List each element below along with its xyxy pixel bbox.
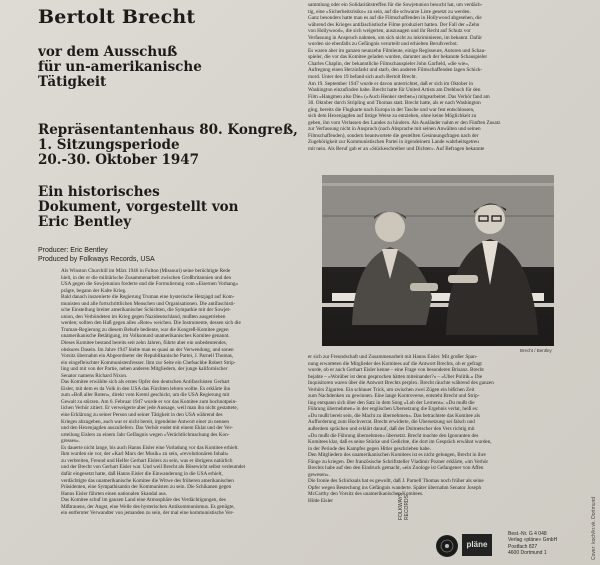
text-line: wurden sie ebenfalls zu Gefängnis verurteilt und erhielten Berufsverbot.: [308, 41, 458, 48]
text-line: Als Winston Churchill im März 1946 in Fulton (Missouri) seine berüchtigte Rede: [61, 268, 231, 274]
session-heading: [38, 123, 298, 168]
text-line: Zugehörigkeit zur Kommunistischen Partei in irgendeinem Lande wahrheitsgetreu: [308, 139, 479, 146]
text-line: Hanns Eisler führten einen nationalen Skandal aus.: [61, 490, 167, 497]
text-line: »Du mußt bereit sein, die Macht zu übernehmen«. Das betrachtete das Komitee als: [308, 412, 480, 419]
text-line: verdächtigte das unamerikanische Komitee die Witwe des früheren amerikanischen: [61, 477, 234, 484]
text-line: Den Mitgliedern des unamerikanischen Komitees ist es nicht gelungen, Brecht in ihre: [308, 452, 486, 459]
text-line: Am 19. September 1947 wurde er davon unterrichtet, daß er sich im Oktober in: [308, 80, 473, 87]
text-line: geben, ihn vom Verlassen des Landes zu hindern. Als Ausländer nahm er den Fünften Zusatz: [308, 119, 501, 126]
text-line: und den Hexenjagden auszuliefern. Das Verhör endet mit einem Eklat und der Ver-: [61, 425, 233, 432]
text-line: wurde, ob er auch Gerhart Eisler kenne – eine Frage von besonderen Brisanz. Brecht: [308, 367, 484, 374]
document-line: Dokument, vorgestellt von: [38, 200, 239, 215]
folkways-label: FOLKWAYS RECORDS: [398, 492, 410, 520]
text-line: Führung übernehmen« in der englischen Übersetzung die Ergebnis verlat, heiß es:: [308, 406, 479, 413]
text-line: und der Brecht von Gerhart Eisler war. Und weil Brecht als Bösewicht selbst verleumdet: [61, 464, 246, 471]
document-heading: [38, 185, 238, 230]
text-line: bejahte – »Worüber ist denn gesprochen hätten miteinander?« – »Über Politik.« Die: [308, 373, 483, 380]
text-line: Aufforderung zum Hochverrat. Brecht erwiderte, die Übersetzung sei falsch und: [308, 419, 475, 426]
text-line: Fänge zu kriegen. Der französische Schriftsteller Vladimir Pozner erklärte, »im Verhör: [308, 458, 489, 465]
text-line: Das Komitee schuf im ganzen Land eine Atmosphäre des Verdächtigungen, des: [61, 497, 226, 504]
document-line: Eric Bentley: [38, 215, 132, 230]
publisher-line: 4600 Dortmund 1: [508, 550, 547, 557]
text-line: Eisler, mit dem es da Volk in den USA das Fürchten lehren wollte. Es erklärte ihn: [61, 385, 231, 392]
publisher-line: Best.-Nr. G 4 048: [508, 531, 547, 537]
session-line: 1. Sitzungsperiode: [38, 138, 180, 153]
text-line: Bald danach inszenierte die Regierung Truman eine hysterische Hetzjagd auf Kom-: [61, 294, 235, 301]
text-line: Das Komitee erwählte sich als erstes Opfer den deutschen Antifaschisten Gerhart: [61, 379, 230, 386]
text-line: Verhörs Zigarren. Ein schlauer Trick, um zwischen zwei Zügen ein bißchen Zeit: [308, 386, 475, 393]
liner-notes-right-top: [308, 2, 576, 153]
text-line: Inquisitoren waren über die Antwort Brechts perplex. Brecht räuchte während des ganzen: [308, 380, 494, 387]
text-line: obskures Dasein. Im Jahre 1947 hielte man es quasi an der Verwendung, und sonen: [61, 346, 234, 353]
text-line: nung erwarteten die Mitglieder des Komitees auf die Antwort Brechts, ob er gefragt: [308, 360, 482, 367]
text-line: Filmschaffenden), sondern beantwortete die gestellten Gesinnungsfragen nach der: [308, 132, 479, 139]
producer-credits: [38, 246, 155, 264]
text-line: zum Nachdenken zu gewinnen. Eine lange Kontroverse, entsteht Brecht und Strip-: [308, 393, 480, 400]
subtitle: [38, 45, 202, 90]
liner-notes-left-column: [61, 268, 300, 517]
text-line: ging, bereits die Flugkarte nach Europa in der Tasche und war fest entschlossen,: [308, 106, 475, 113]
text-line: Krieges abzugeben, auch war er nicht bereit, irgendeine Antwort einer zu nennen: [61, 418, 229, 425]
text-line: Gewalt zu stürzen. Am 6. Februar 1947 wurde er vor das Komitee zum hochnotpein-: [61, 398, 237, 405]
text-line: Komitees klar, daß es seine Stücke und Gedichte, die dort im Gespräch erwähnt wurden,: [308, 439, 492, 446]
producer-line: Producer: Eric Bentley: [38, 247, 108, 254]
text-line: Charles Chaplin, der bekanntliche Filmschauspieler John Garfield, »die wie«,: [308, 60, 470, 67]
record-disc-icon: [436, 535, 458, 557]
text-line: Opfer wegen Bestechung ins Gefängnis wanderte. Später übernahm Senator Joseph: [308, 484, 482, 491]
text-line: 30. Oktober durch Stripling und Thomas statt. Brecht hatte, als er nach Washington: [308, 100, 481, 107]
photo-brecht-bentley: [322, 175, 554, 346]
text-line: urteilung Eislers zu einem Jahr Gefängnis wegen »Verächtlichmachung des Kon-: [61, 431, 230, 438]
text-line: mord. Unter den 19 befand sich auch Bertolt Brecht.: [308, 74, 417, 81]
text-line: gewesen«.: [308, 471, 330, 478]
publisher-line: Verlag »pläne« GmbH: [508, 537, 558, 544]
text-line: munisten und alle fortschrittlichen Menschen und Organisationen. Die antifaschisti-: [61, 300, 236, 307]
text-line: Mißtrauens, der Angst, eine Welle des hysterischen Antikommunismus. Es genügte,: [61, 503, 235, 510]
text-line: zum »Boß aller Roten«, direkt vom Kreml geschickt, um die USA Regierung mit: [61, 392, 230, 399]
text-line: Vorsitz übernahm ein Abgeordneter der Republikanische Partei, J. Parnell Thomas,: [61, 353, 234, 360]
session-line: Repräsentantenhaus 80. Kongreß,: [38, 123, 298, 138]
publisher-info: [508, 531, 557, 557]
text-line: Film »Hangmen also Die« (»Auch Henker sterben«) mitgearbeitet. Das Verhör fand am: [308, 93, 490, 100]
text-line: Die Ironie des Schicksals hat es gewollt, daß J. Parnell Thomas noch früher als seine: [308, 478, 484, 485]
text-line: union, den Verbündeten im Krieg gegen Nazideutschland, mußten ausgetrieben: [61, 313, 226, 320]
subtitle-line: Tätigkeit: [38, 75, 107, 90]
producer-line: Produced by Folkways Records, USA: [38, 256, 155, 263]
text-line: in der Periode des Kampfes gegen Hitler geschrieben habe.: [308, 445, 431, 452]
text-line: Senator namens Richard Nixon.: [61, 372, 128, 379]
title: Bertolt Brecht: [38, 6, 196, 28]
subtitle-line: für un-amerikanische: [38, 60, 202, 75]
text-line: mit nein. Als Beruf gab er an »Stückeschreiber und Dichter«. Auf Befragen bekannte: [308, 146, 485, 153]
text-line: ling und mit von der Partie, neben anderen Mitgliedern, der junge kalifornischer: [61, 366, 228, 373]
text-line: ein entfernter Verwandter von jemanden zu sein, der mal eine kommunistische Ver-: [61, 510, 234, 517]
text-line: unamerikanische Betätigung, im Volksmund unamerikanisches Komitee genannt.: [61, 333, 230, 340]
text-line: Es waren aber im ganzen neunzehn Filmleute, einige Regisseure, Autoren und Schau-: [308, 47, 486, 54]
text-line: ein eingefleischter Kommunistenfresser. Ihm zur Seite ein Chefsachbe Robert Strip-: [61, 359, 236, 366]
text-line: eine Erklärung zu seiner Person und seiner Tätigkeit in den USA während des: [61, 412, 223, 419]
text-line: zur Verfassung nicht in Anspruch (nach Absprache mit seinen Anwälten und seinen: [308, 126, 481, 133]
text-line: Brechts habe auf den den Eindruck gemacht, »ein Zoologe ist Gefangener von Affen: [308, 465, 484, 472]
subtitle-line: vor dem Ausschuß: [38, 45, 178, 60]
document-line: Ein historisches: [38, 185, 160, 200]
text-line: Ganz besonders hatte man es auf die Filmschaffenden in Hollywood abgesehen, die: [308, 15, 482, 22]
text-line: USA gegen die Sowjetunion forderte und die Formulierung vom »Eisernen Vorhang«: [61, 281, 239, 288]
session-line: 20.-30. Oktober 1947: [38, 153, 200, 168]
text-line: während des Krieges antifaschistische Filme produziert hatten. Der Fall der »Zehn: [308, 21, 480, 28]
text-line: werden; sollten den Haß gegen alles »Rote« weichen. Die Instrumente, dessen sich die: [61, 320, 241, 327]
plaene-logo: pläne: [462, 534, 492, 556]
text-line: Truman-Regierung zu diesem Behufe bediente, war die Kongreß-Komitee gegen: [61, 326, 229, 333]
text-line: lichen Verhör zitiert. Er verweigerte aber jede Aussage, weil man ihn nicht gestattete,: [61, 405, 238, 412]
folkways-logo-icon: [436, 535, 458, 557]
text-line: von Hollywood«, die sich weigerten, auszusagen und ihr Recht auf Schutz vor: [308, 28, 471, 35]
text-line: McCarthy den Vorsitz des unamerikanischen Komitees.: [308, 491, 424, 498]
photo-credit: Brecht / Bentley: [520, 348, 552, 353]
text-line: Washington einzufinden habe. Brecht hatte für United Artists am Drehbuch für den: [308, 87, 481, 94]
photo-illustration: [322, 175, 554, 346]
text-line: sammlung oder ein Solidaritätstreffen für die Sowjetunion besucht hat, um verdäch-: [308, 2, 483, 8]
text-line: hielt, in der er die militärische Zusammenarbeit zwischen Großbritannien und den: [61, 274, 232, 281]
publisher-line: Postfach 827: [508, 543, 538, 550]
text-line: gresses«.: [61, 438, 80, 445]
text-line: Es dauerte nicht lange, bis auch Hanns Eisler eine Vorladung vor das Komitee erhielt.: [61, 444, 239, 451]
text-line: er sich zur Freundschaft und Zusammenarbeit mit Hanns Eisler. Mit großer Span-: [308, 354, 478, 360]
text-line: tig, eine »Sicherheitsrisiko« zu sein, auf die schwarze Liste gesetzt zu werden.: [308, 8, 471, 15]
text-line: Aufregung einen Herzinfarkt und starb, den anderen Filmschaffenden lagen Schick-: [308, 67, 483, 74]
text-line: prägte, begann der Kalte Krieg.: [61, 287, 127, 294]
text-line: dafür eingesetzt hatte, daß Hanns Eisler die Einwanderung in die USA erhielt,: [61, 470, 223, 477]
text-line: ling entspann sich über den Satz in dem Song »Lob der Lernens«: »Du mußt die: [308, 399, 475, 406]
text-line: Verfassung in Anspruch nahmen, um sich nicht zu inkriminieren, im bekannt. Dafür: [308, 34, 483, 41]
text-line: Hilde Eisler: [308, 498, 333, 505]
liner-notes-right-bottom: [308, 354, 576, 505]
text-line: sche Einstellung breiter amerikanischer Schichten, die Sympathie mit der Sowjet-: [61, 307, 231, 314]
text-line: spieler, die vor das Komitee geladen wurden, darunter auch der bekannte Schauspieler: [308, 54, 488, 61]
text-line: Ihm wurden sie vor, der »Karl Marx der Musik« zu sein, »revolutionären Inhalt«: [61, 451, 229, 458]
cover-credit-vertical: Cover: koch/kr.vk. Dortmund: [591, 496, 597, 560]
text-line: außerdem sprächen und erklärt darauf, daß der Dolmetscher den Vers richtig mit: [308, 426, 475, 433]
text-line: Dieses Komitee bestand bereits seit zehn Jahren, führte aber ein unbedeutendes,: [61, 340, 227, 347]
text-line: zu verbreiten, Freund und Helfer Gerhart Eislers zu sein, was er übrigens natürlich: [61, 457, 233, 464]
text-line: Präsidenten, eine Sympathisantin der Kommunisten zu sein. Die Schikanen gegen: [61, 484, 232, 491]
text-line: sich dem Hexenjagden auf listige Weise zu entziehen, ohne keine Möglichkeit zu: [308, 113, 477, 120]
text-line: »Du mußt die Führung übernehmen« übersetzt. Brecht machte den Ignoranten des: [308, 432, 479, 439]
